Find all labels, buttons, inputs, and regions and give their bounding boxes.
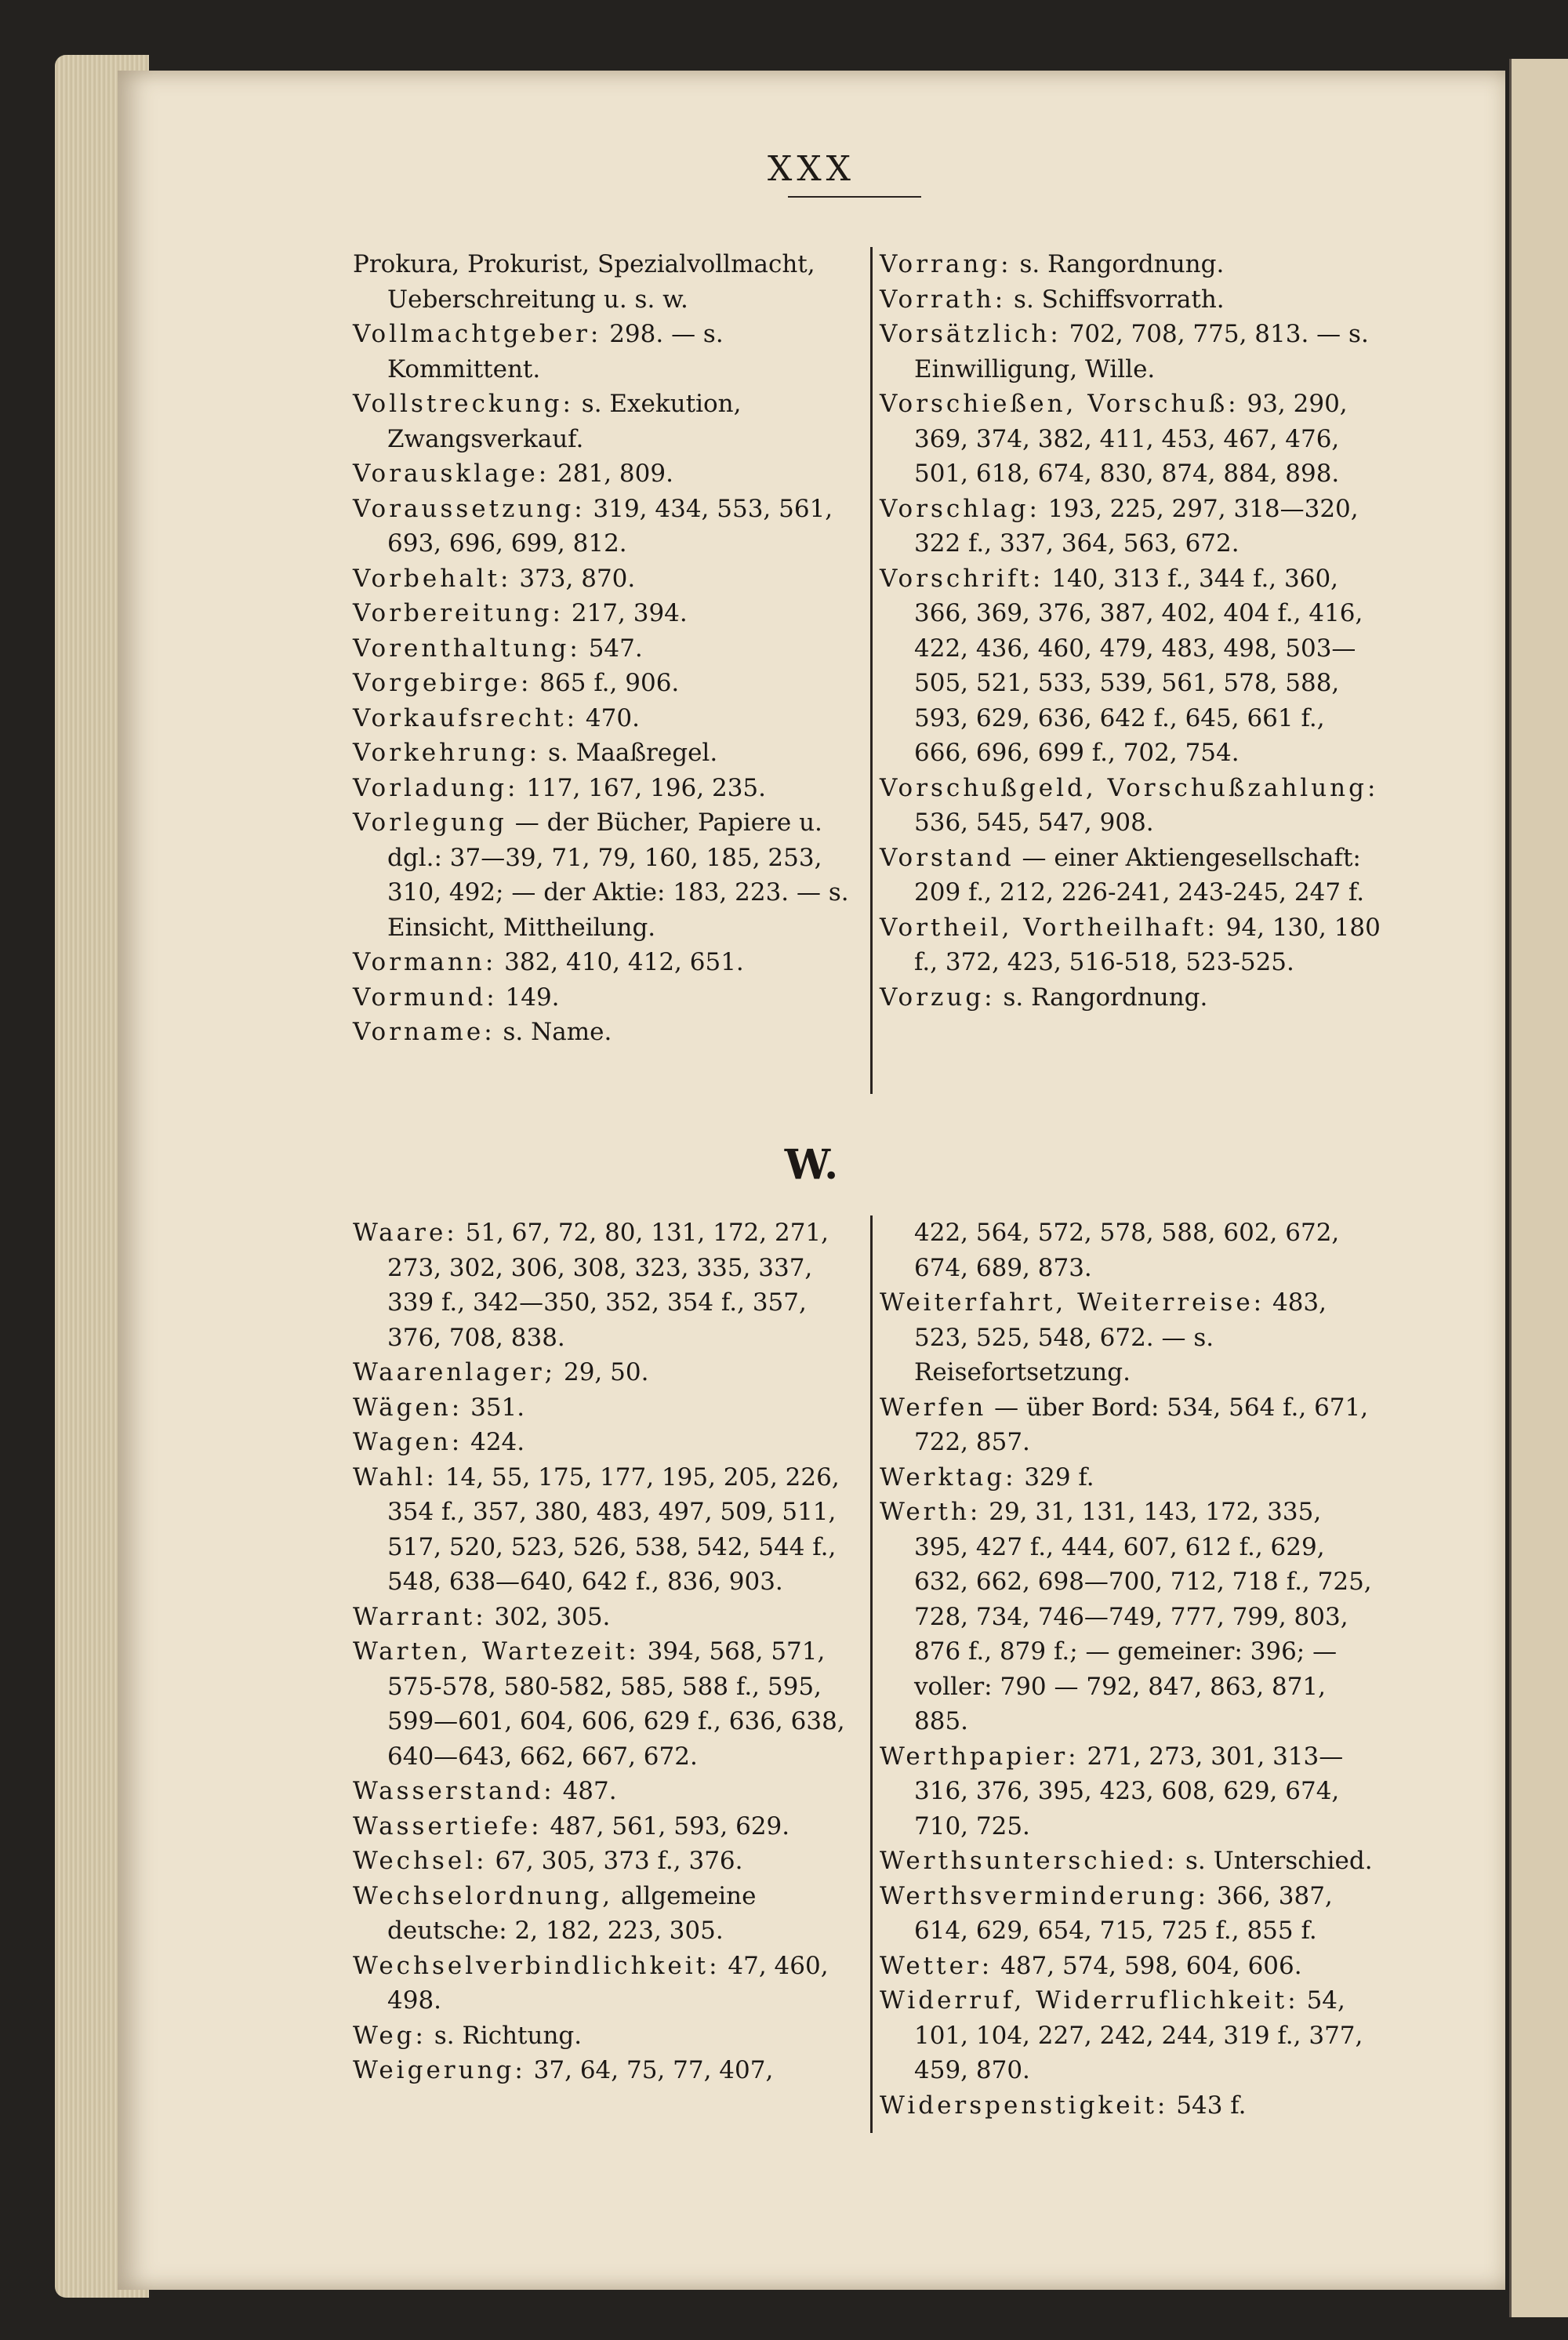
index-entry	[353, 247, 855, 317]
index-entry	[353, 596, 855, 631]
index-entry	[353, 1355, 855, 1390]
index-term: Wechselverbindlichkeit:	[353, 1951, 720, 1980]
index-entry	[880, 910, 1381, 980]
index-entry	[880, 1215, 1381, 1285]
index-entry	[880, 1390, 1381, 1460]
index-term: Wahl:	[353, 1462, 437, 1492]
index-entry	[880, 1879, 1381, 1949]
index-term: Wassertiefe:	[353, 1811, 543, 1840]
index-references: 702, 708, 775, 813. — s. Einwilligung, Wille.	[914, 320, 1369, 383]
column-divider	[870, 1215, 873, 2133]
index-entry	[353, 771, 855, 806]
index-references: 382, 410, 412, 651.	[496, 948, 744, 976]
index-references: s. Rangordnung.	[995, 983, 1208, 1012]
index-entry	[880, 247, 1381, 282]
index-entry	[880, 561, 1381, 771]
index-term: Wägen:	[353, 1393, 463, 1422]
index-entry	[353, 1215, 855, 1355]
index-term: Werfen	[880, 1393, 987, 1422]
index-term: Weg:	[353, 2021, 426, 2050]
index-references: Prokura, Prokurist, Spezialvollmacht, Ueberschreitung u. s. w.	[353, 250, 815, 314]
index-entry	[353, 456, 855, 492]
index-term: Wagen:	[353, 1428, 463, 1456]
index-references: 351.	[463, 1393, 525, 1422]
index-references: s. Name.	[495, 1018, 612, 1046]
index-term: Wechselordnung,	[353, 1881, 614, 1910]
index-entry	[353, 1879, 855, 1949]
index-entry	[353, 1634, 855, 1774]
index-term: Vorname:	[353, 1018, 495, 1046]
index-entry	[353, 561, 855, 597]
index-references: 394, 568, 571, 575-578, 580-582, 585, 588 f., 595, 599—601, 604, 606, 629 f., 636, 638, 640—643, 662, 667, 672.	[387, 1637, 845, 1771]
index-entry	[353, 1015, 855, 1050]
index-references: 93, 290, 369, 374, 382, 411, 453, 467, 476, 501, 618, 674, 830, 874, 884, 898.	[914, 390, 1348, 488]
index-entry	[353, 387, 855, 456]
index-references: 373, 870.	[511, 564, 636, 593]
index-references: 298. — s. Kommittent.	[387, 320, 724, 383]
index-entry	[880, 317, 1381, 387]
index-term: Vorkehrung:	[353, 739, 541, 767]
index-entry	[880, 1949, 1381, 1984]
index-references: 37, 64, 75, 77, 407,	[525, 2056, 774, 2084]
index-term: Vorrang:	[880, 250, 1012, 278]
index-references: — einer Aktiengesellschaft: 209 f., 212, 226-241, 243-245, 247 f.	[914, 843, 1365, 907]
index-references: 366, 387, 614, 629, 654, 715, 725 f., 855 f.	[914, 1881, 1333, 1945]
index-term: Vorladung:	[353, 773, 519, 802]
index-references: s. Rangordnung.	[1011, 250, 1225, 278]
index-term: Waarenlager;	[353, 1358, 557, 1386]
index-term: Vorlegung	[353, 808, 507, 837]
index-references: 271, 273, 301, 313—316, 376, 395, 423, 608, 629, 674, 710, 725.	[914, 1742, 1344, 1840]
index-term: Warten, Wartezeit:	[353, 1637, 640, 1666]
index-references: s. Maaßregel.	[540, 739, 718, 767]
index-references: 422, 564, 572, 578, 588, 602, 672, 674, 689, 873.	[914, 1219, 1340, 1282]
section-v-left-column	[353, 247, 855, 1050]
index-entry	[880, 282, 1381, 318]
index-references: s. Exekution, Zwangsverkauf.	[387, 390, 742, 453]
index-term: Werthsunterschied:	[880, 1847, 1178, 1875]
index-references: 543 f.	[1168, 2091, 1247, 2120]
index-term: Wasserstand:	[353, 1777, 555, 1805]
index-term: Vollstreckung:	[353, 390, 574, 418]
index-entry	[353, 2053, 855, 2088]
index-term: Werktag:	[880, 1462, 1017, 1492]
index-references: 193, 225, 297, 318—320, 322 f., 337, 364, 563, 672.	[914, 494, 1359, 558]
index-entry	[880, 1739, 1381, 1844]
index-entry	[353, 1425, 855, 1460]
index-term: Waare:	[353, 1219, 458, 1247]
index-references: 536, 545, 547, 908.	[914, 808, 1154, 837]
index-term: Vorsätzlich:	[880, 320, 1062, 348]
index-entry	[353, 980, 855, 1016]
index-entry	[353, 1460, 855, 1600]
index-term: Vormund:	[353, 983, 498, 1012]
index-term: Vorbehalt:	[353, 564, 512, 593]
index-term: Voraussetzung:	[353, 494, 586, 523]
index-references: 487, 561, 593, 629.	[542, 1811, 790, 1840]
index-entry	[353, 2018, 855, 2054]
facing-page-edge	[1509, 59, 1568, 2317]
index-references: 217, 394.	[563, 599, 688, 627]
header-rule	[788, 196, 921, 198]
section-w-left-column	[353, 1215, 855, 2088]
index-term: Vorrath:	[880, 285, 1007, 314]
letter-heading-w: W.	[784, 1141, 839, 1189]
index-references: 54, 101, 104, 227, 242, 244, 319 f., 377, 459, 870.	[914, 1986, 1363, 2084]
index-term: Vormann:	[353, 948, 497, 976]
page-number-header: XXX	[768, 149, 855, 189]
index-entry	[353, 701, 855, 736]
index-entry	[353, 945, 855, 980]
index-references: s. Schiffsvorrath.	[1006, 285, 1225, 314]
column-divider	[870, 247, 873, 1094]
index-term: Widerspenstigkeit:	[880, 2091, 1169, 2120]
index-references: 149.	[497, 983, 560, 1012]
index-entry	[353, 1844, 855, 1879]
index-entry	[353, 492, 855, 561]
index-term: Werthsverminderung:	[880, 1881, 1210, 1910]
index-page	[118, 71, 1505, 2290]
index-term: Vorschlag:	[880, 494, 1040, 523]
index-term: Vorschußgeld, Vorschußzahlung:	[880, 773, 1379, 802]
index-term: Vorschrift:	[880, 564, 1044, 593]
index-entry	[353, 631, 855, 667]
index-references: — über Bord: 534, 564 f., 671, 722, 857.	[914, 1393, 1369, 1456]
index-entry	[880, 841, 1381, 910]
index-references: 547.	[580, 634, 643, 663]
index-references: 487, 574, 598, 604, 606.	[993, 1951, 1302, 1980]
index-entry	[880, 1460, 1381, 1495]
index-term: Werthpapier:	[880, 1742, 1080, 1771]
index-references: 424.	[463, 1428, 525, 1456]
index-references: 487.	[554, 1777, 617, 1805]
index-term: Wechsel:	[353, 1847, 488, 1875]
index-term: Vortheil, Vortheilhaft:	[880, 913, 1218, 942]
index-term: Vollmachtgeber:	[353, 320, 602, 348]
index-term: Werth:	[880, 1498, 982, 1526]
index-references: allgemeine deutsche: 2, 182, 223, 305.	[387, 1881, 757, 1945]
index-references: s. Unterschied.	[1178, 1847, 1373, 1875]
index-term: Vorbereitung:	[353, 599, 564, 627]
index-entry	[880, 1983, 1381, 2088]
index-references: 117, 167, 196, 235.	[518, 773, 766, 802]
index-entry	[353, 1949, 855, 2018]
index-term: Vorstand	[880, 843, 1014, 872]
section-v-right-column	[880, 247, 1381, 1015]
index-references: 483, 523, 525, 548, 672. — s. Reisefortsetzung.	[914, 1288, 1327, 1386]
index-term: Warrant:	[353, 1602, 487, 1631]
index-entry	[353, 805, 855, 945]
index-entry	[880, 771, 1381, 841]
index-references: 14, 55, 175, 177, 195, 205, 226, 354 f., 357, 380, 483, 497, 509, 511, 517, 520, 523, 526, 538, 542, 544 f., 548, 638—640, 642 f., 836, 903.	[387, 1462, 840, 1596]
index-references: s. Richtung.	[426, 2021, 583, 2050]
index-term: Weigerung:	[353, 2056, 526, 2084]
index-entry	[353, 666, 855, 701]
index-references: 470.	[578, 703, 640, 732]
index-term: Widerruf, Widerruflichkeit:	[880, 1986, 1299, 2015]
index-entry	[353, 1600, 855, 1635]
index-entry	[880, 2088, 1381, 2124]
index-entry	[353, 1809, 855, 1844]
index-entry	[353, 317, 855, 387]
index-references: 94, 130, 180 f., 372, 423, 516-518, 523-525.	[914, 913, 1381, 976]
index-references: 29, 50.	[556, 1358, 649, 1386]
index-term: Weiterfahrt, Weiterreise:	[880, 1288, 1265, 1317]
index-references: — der Bücher, Papiere u. dgl.: 37—39, 71, 79, 160, 185, 253, 310, 492; — der Aktie: 183, 223. — s. Einsicht, Mittheilung.	[387, 808, 849, 942]
index-term: Vorschießen, Vorschuß:	[880, 390, 1240, 418]
index-term: Vorgebirge:	[353, 669, 532, 697]
index-references: 281, 809.	[550, 460, 673, 488]
index-references: 329 f.	[1016, 1462, 1094, 1492]
index-entry	[880, 1285, 1381, 1390]
index-entry	[353, 736, 855, 771]
index-term: Wetter:	[880, 1951, 993, 1980]
index-entry	[880, 1844, 1381, 1879]
index-references: 51, 67, 72, 80, 131, 172, 271, 273, 302, 306, 308, 323, 335, 337, 339 f., 342—350, 352, 354 f., 357, 376, 708, 838.	[387, 1219, 829, 1352]
index-references: 865 f., 906.	[532, 669, 680, 697]
index-references: 47, 460, 498.	[387, 1951, 829, 2015]
index-term: Vorenthaltung:	[353, 634, 581, 663]
index-references: 302, 305.	[486, 1602, 611, 1631]
index-entry	[880, 492, 1381, 561]
index-term: Vorausklage:	[353, 460, 550, 488]
index-entry	[880, 387, 1381, 492]
index-entry	[880, 1495, 1381, 1739]
index-references: 67, 305, 373 f., 376.	[487, 1847, 743, 1875]
index-entry	[880, 980, 1381, 1016]
index-term: Vorzug:	[880, 983, 996, 1012]
index-entry	[353, 1390, 855, 1426]
index-term: Vorkaufsrecht:	[353, 703, 579, 732]
index-references: 140, 313 f., 344 f., 360, 366, 369, 376, 387, 402, 404 f., 416, 422, 436, 460, 479, 483, 498, 503—505, 521, 533, 539, 561, 578, 588, 593, 629, 636, 642 f., 645, 661 f., 666, 696, 699 f., 702, 754.	[914, 564, 1363, 767]
index-entry	[353, 1774, 855, 1809]
index-references: 319, 434, 553, 561, 693, 696, 699, 812.	[387, 494, 833, 558]
index-references: 29, 31, 131, 143, 172, 335, 395, 427 f., 444, 607, 612 f., 629, 632, 662, 698—700, 712, 718 f., 725, 728, 734, 746—749, 777, 799, 803, 876 f., 879 f.; — gemeiner: 396; — voller: 790 — 792, 847, 863, 871, 885.	[914, 1498, 1372, 1735]
section-w-right-column	[880, 1215, 1381, 2123]
